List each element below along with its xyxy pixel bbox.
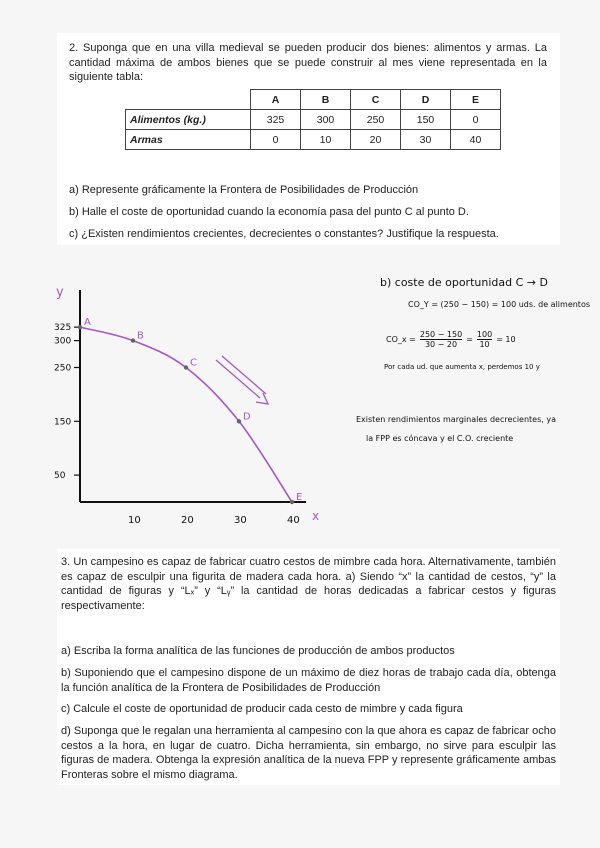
- direction-arrow: [216, 356, 268, 404]
- table-cell: 325: [251, 110, 301, 130]
- note-line-4: Por cada ud. que aumenta x, perdemos 10 y: [384, 363, 540, 371]
- note-line-1: b) coste de oportunidad C → D: [380, 276, 548, 289]
- table-cell: 40: [451, 130, 501, 150]
- table-cell: 10: [301, 130, 351, 150]
- question-3-intro: 3. Un campesino es capaz de fabricar cuatro cestos de mimbre cada hora. Alternativamente, también es capaz de esculpir una figurita de madera cada hora. a) Siendo “x” la cantidad de cestos, “y” la cantidad de figuras y “Lₓ” y “Lᵧ” la cantidad de horas dedicadas a fabricar cestos y figuras respectivamente:: [61, 556, 556, 612]
- x-axis-label: x: [312, 509, 320, 523]
- y-ticks: [54, 323, 80, 481]
- question-2-intro: 2. Suponga que en una villa medieval se pueden producir dos bienes: alimentos y armas. La cantidad máxima de ambos bienes que se puede construir al mes viene representada en la siguiente tabla:: [69, 42, 547, 83]
- ppf-point-label: C: [190, 357, 197, 369]
- ppf-point-e: [290, 500, 294, 504]
- table-cell: 300: [301, 110, 351, 130]
- note-co-x-label: CO_x =: [386, 335, 416, 344]
- ppf-point-a: [78, 325, 82, 329]
- question-3-a: a) Escriba la forma analítica de las funciones de producción de ambos productos: [61, 645, 455, 657]
- y-tick-label: 325: [54, 323, 72, 334]
- header-cell-d: D: [401, 90, 451, 110]
- row-label-alimentos: Alimentos (kg.): [126, 110, 251, 130]
- table-cell: 0: [251, 130, 301, 150]
- row-label-armas: Armas: [126, 130, 251, 150]
- note-fraction-1-numerator: 250 − 150: [419, 330, 463, 339]
- note-line-5: Existen rendimientos marginales decrecientes, ya: [356, 415, 556, 424]
- note-fraction-2-denominator: 10: [477, 339, 492, 349]
- x-ticks: [128, 515, 300, 526]
- y-tick-label: 150: [54, 417, 72, 428]
- note-fraction-2: [477, 330, 492, 349]
- header-cell-a: A: [251, 90, 301, 110]
- y-tick-label: 50: [54, 471, 66, 482]
- table-cell: 0: [451, 110, 501, 130]
- note-result: = 10: [496, 335, 516, 344]
- ppf-points: [78, 317, 303, 504]
- x-tick-label: 30: [234, 515, 247, 526]
- ppf-point-label: D: [243, 411, 251, 423]
- question-3-c: c) Calcule el coste de oportunidad de producir cada cesto de mimbre y cada figura: [61, 703, 463, 715]
- header-cell-b: B: [301, 90, 351, 110]
- ppf-curve: [80, 327, 292, 502]
- header-cell-c: C: [351, 90, 401, 110]
- question-2-b: b) Halle el coste de oportunidad cuando la economía pasa del punto C al punto D.: [69, 206, 469, 218]
- ppf-point-b: [131, 338, 135, 342]
- question-3-panel: [57, 549, 560, 785]
- ppf-point-label: A: [84, 317, 91, 329]
- note-fraction-1-denominator: 30 − 20: [420, 339, 462, 349]
- ppf-point-d: [237, 419, 241, 423]
- table-cell: 250: [351, 110, 401, 130]
- note-line-3: CO_x = $\frac{250 - 150}{30 - 20}$ = $\frac{100}{10}$ = 10: [386, 330, 516, 349]
- note-fraction-2-numerator: 100: [476, 330, 493, 339]
- table-cell: 30: [401, 130, 451, 150]
- ppf-point-c: [184, 365, 188, 369]
- y-tick-label: 250: [54, 363, 72, 374]
- table-cell: 150: [401, 110, 451, 130]
- x-tick-label: 20: [181, 515, 194, 526]
- question-2-c: c) ¿Existen rendimientos crecientes, decrecientes o constantes? Justifique la respuesta.: [69, 228, 499, 240]
- question-3-b: b) Suponiendo que el campesino dispone de un máximo de diez horas de trabajo cada día, obtenga la función analítica de la Frontera de Posibilidades de Producción: [61, 667, 556, 694]
- question-3-d: d) Suponga que le regalan una herramienta al campesino con la que ahora es capaz de fabricar ocho cestos a la hora, en lugar de cuatro. Dicha herramienta, sin embargo, no sirve para esculpir las figuras de madera. Obtenga la expresión analítica de la nueva FPP y represente gráficamente ambas Fronteras sobre el mismo diagrama.: [61, 725, 556, 781]
- x-tick-label: 40: [287, 515, 300, 526]
- note-line-2: CO_Y = (250 − 150) = 100 uds. de alimentos: [408, 300, 591, 309]
- header-cell-e: E: [451, 90, 501, 110]
- ppf-point-label: E: [296, 492, 303, 503]
- y-axis-label: y: [56, 285, 64, 300]
- note-line-6: la FPP es cóncava y el C.O. creciente: [366, 434, 514, 443]
- y-tick-label: 300: [54, 336, 72, 347]
- ppf-point-label: B: [137, 330, 144, 342]
- x-tick-label: 10: [128, 515, 141, 526]
- question-2-a: a) Represente gráficamente la Frontera de Posibilidades de Producción: [69, 184, 419, 196]
- note-fraction-1: [420, 330, 462, 349]
- table-cell: 20: [351, 130, 401, 150]
